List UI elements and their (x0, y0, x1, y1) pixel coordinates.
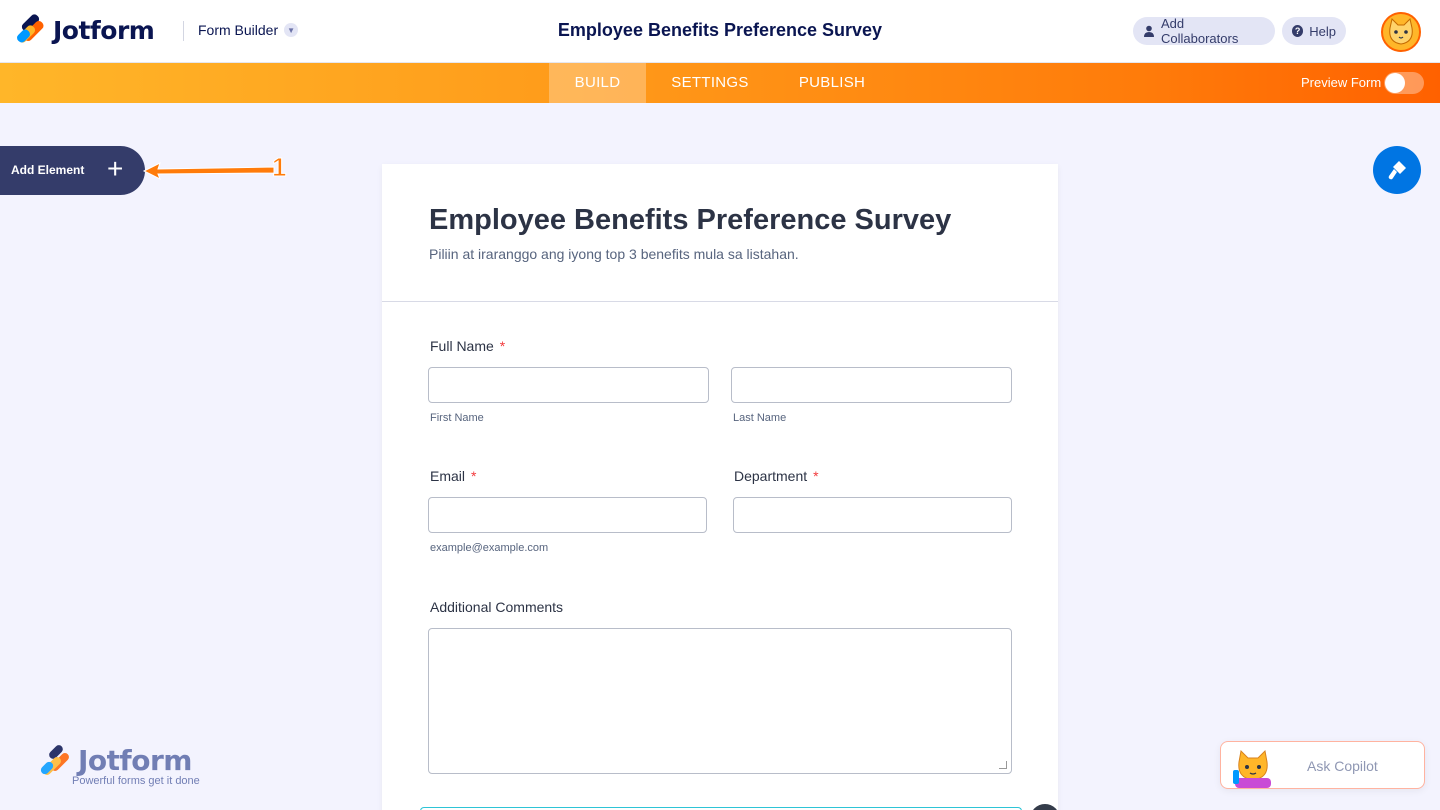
tab-settings[interactable]: SETTINGS (671, 74, 749, 91)
email-input[interactable] (428, 497, 707, 533)
watermark-brand: Jotform (78, 744, 192, 777)
annotation-arrow (142, 160, 277, 182)
top-header (0, 0, 1440, 63)
form-designer-button[interactable] (1373, 146, 1421, 194)
additional-comments-textarea[interactable] (428, 628, 1012, 774)
ask-copilot-label: Ask Copilot (1307, 758, 1378, 774)
email-label-text: Email (430, 468, 466, 484)
chevron-down-icon: ▼ (284, 23, 298, 37)
cat-avatar-icon (1386, 18, 1416, 46)
last-name-input[interactable] (731, 367, 1012, 403)
help-button[interactable] (1282, 17, 1346, 45)
email-sublabel: example@example.com (430, 542, 549, 554)
watermark-tagline: Powerful forms get it done (72, 775, 200, 787)
toggle-knob (1385, 73, 1405, 93)
preview-form-label: Preview Form (1301, 75, 1382, 90)
resize-grip-icon[interactable] (999, 761, 1007, 769)
full-name-label-text: Full Name (430, 338, 494, 354)
department-label-text: Department (734, 468, 808, 484)
plus-icon: + (107, 153, 124, 184)
ask-copilot-button[interactable] (1220, 741, 1425, 789)
annotation-number: 1 (272, 152, 287, 182)
required-mark: * (813, 468, 819, 484)
first-name-sublabel: First Name (430, 412, 484, 424)
avatar[interactable] (1381, 12, 1421, 52)
department-input[interactable] (733, 497, 1012, 533)
tab-publish[interactable]: PUBLISH (798, 74, 866, 91)
paint-roller-icon (1385, 158, 1409, 182)
required-mark: * (499, 338, 506, 354)
full-name-label (430, 338, 505, 354)
add-collaborators-button[interactable] (1133, 17, 1275, 45)
builder-navbar (0, 63, 1440, 103)
help-icon: ? (1292, 25, 1303, 37)
add-element-label: Add Element (11, 163, 85, 177)
form-card (382, 164, 1058, 810)
copilot-cat-icon (1231, 748, 1275, 788)
user-icon (1143, 25, 1155, 37)
department-label (734, 468, 819, 484)
jotform-watermark (38, 744, 218, 790)
form-title: Employee Benefits Preference Survey (429, 204, 952, 236)
page-title: Employee Benefits Preference Survey (557, 20, 883, 40)
tab-build[interactable]: BUILD (549, 63, 646, 103)
add-element-button[interactable] (0, 146, 145, 195)
form-subtitle: Piliin at iraranggo ang iyong top 3 benefits mula sa listahan. (429, 246, 799, 262)
required-mark: * (471, 468, 477, 484)
last-name-sublabel: Last Name (733, 412, 787, 424)
email-label (430, 468, 476, 484)
add-collaborators-label: Add Collaborators (1161, 16, 1239, 46)
jotform-watermark-icon (40, 746, 72, 776)
additional-comments-label: Additional Comments (430, 599, 564, 615)
brand-name: Jotform (53, 15, 155, 45)
first-name-input[interactable] (428, 367, 709, 403)
form-builder-label: Form Builder (198, 22, 279, 38)
preview-form-toggle[interactable] (1384, 72, 1424, 94)
form-header[interactable] (382, 164, 1058, 302)
help-label: Help (1309, 23, 1336, 39)
